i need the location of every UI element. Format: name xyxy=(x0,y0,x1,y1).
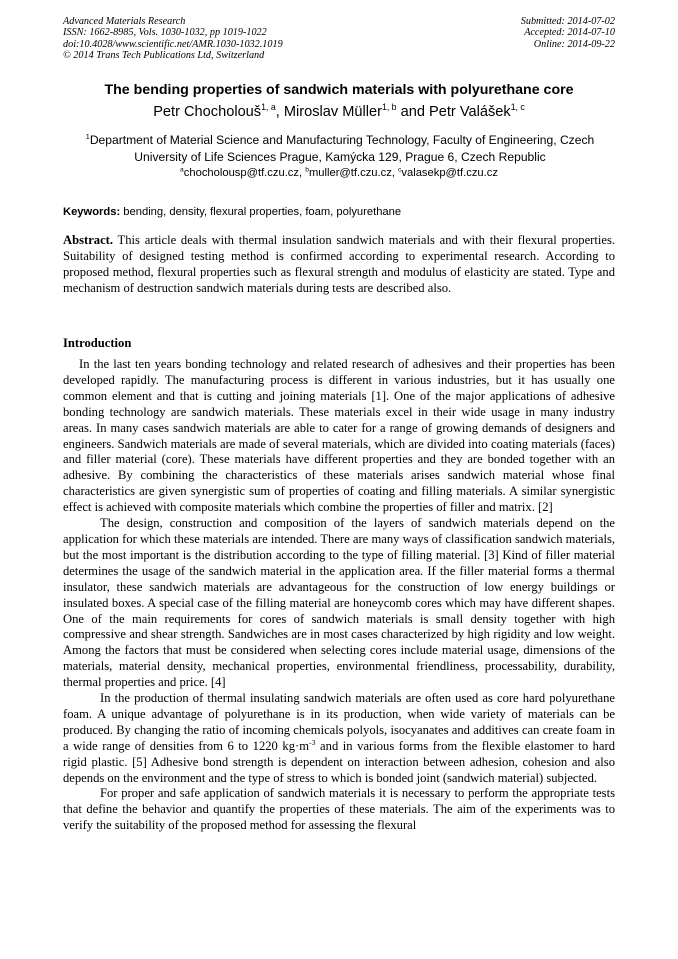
journal-header-left xyxy=(63,16,283,62)
journal-name: Advanced Materials Research xyxy=(63,16,186,27)
author-name: Petr Valášek xyxy=(429,104,511,120)
paper-title: The bending properties of sandwich materials with polyurethane core xyxy=(104,82,574,98)
online-date: Online: 2014-09-22 xyxy=(533,38,615,50)
introduction-body xyxy=(63,357,615,834)
accepted-date: Accepted: 2014-07-10 xyxy=(524,27,615,39)
abstract xyxy=(63,233,615,297)
journal-issn: ISSN: 1662-8985, Vols. 1030-1032, pp 1019-1022 xyxy=(63,27,267,39)
author-name: Petr Chocholouš xyxy=(153,104,262,120)
paragraph-3-text-a: In the production of thermal insulating sandwich materials are often used as core hard polyurethane foam. A unique advantage of polyurethane is in its production, when wide variety of materials can be produced. By changing the ratio of incoming chemicals polyols, isocyanates and additives can create foam in a wide range of densities from 6 to 1220 kg·m xyxy=(63,691,615,753)
author-separator: , xyxy=(275,104,284,120)
journal-copyright: © 2014 Trans Tech Publications Ltd, Switzerland xyxy=(63,50,265,62)
author-separator: and xyxy=(396,104,430,120)
keywords xyxy=(63,206,623,218)
paragraph-3 xyxy=(63,691,615,786)
journal-doi[interactable]: doi:10.4028/www.scientific.net/AMR.1030-1032.1019 xyxy=(63,38,283,50)
author-name: Miroslav Müller xyxy=(283,104,382,120)
paragraph-2: The design, construction and composition of the layers of sandwich materials depend on the application for which these materials are intended. There are many ways of classification sandwich materials, but the most important is the distribution according to the type of filling material. [3] Kind of filler material determines the usage of the sandwich material in the application area. If the filler material forms a thermal insulator, these sandwich materials are advantageous for the construction of low energy buildings or insulated boxes. A special case of the filling material are honeycomb cores which may have different shapes. One of the main requirements for cores of sandwich materials is small density together with high compressive and shear strength. Sandwiches are in most cases characterized by high rigidity and low weight. Among the factors that must be considered when selecting cores include material usage, dimensions of the materials, material density, mechanical properties, environmental friendliness, processability, durability, thermal properties and price. [4] xyxy=(63,516,615,690)
abstract-label: Abstract. xyxy=(63,233,114,247)
submitted-date: Submitted: 2014-07-02 xyxy=(520,16,615,27)
email-link[interactable]: muller@tf.czu.cz, xyxy=(308,167,399,179)
email-link[interactable]: chocholousp@tf.czu.cz, xyxy=(183,167,306,179)
paragraph-1: In the last ten years bonding technology and related research of adhesives and their properties has been developed rapidly. The manufacturing process is different in various industries, but it has usually one common element and that is cutting and joining materials [1]. One of the major applications of adhesive bonding technology are sandwich materials. These materials excel in their wide usage in many industry areas. In many cases sandwich materials are able to cater for a range of growing demands of designers and engineers. Sandwich materials are made of several materials, which are divided into coating materials (faces) and filler material (core). These materials have different properties and they are bonded together with an adhesive. By combining the characteristics of these materials arises sandwich material whose final characteristics are given synergistic sum of properties of coating and filling materials. A similar synergistic effect is achieved with composite materials which combine the properties of filler and matrix. [2] xyxy=(63,357,615,515)
affiliation-line-1: Department of Material Science and Manufacturing Technology, Faculty of Engineering, Czech xyxy=(89,133,595,147)
author-list xyxy=(0,104,678,120)
affiliation-line-2: University of Life Sciences Prague, Kamýcka 129, Prague 6, Czech Republic xyxy=(134,149,546,164)
abstract-text: This article deals with thermal insulation sandwich materials and with their flexural properties. Suitability of designed testing method is confirmed according to experimental research. According to proposed method, flexural properties such as flexural strength and modulus of elasticity are stated. Type and mechanism of destruction sandwich materials during tests are described also. xyxy=(63,233,615,295)
journal-header-right xyxy=(521,16,615,50)
paragraph-3-text-b: and in various forms from the flexible elastomer to hard rigid plastic. [5] Adhesive bond strength is dependent on interaction between adhesion, cohesion and also depends on the environment and the type of stress to which is bonded joint (sandwich material) subjected. xyxy=(63,738,615,785)
density-exponent: -3 xyxy=(309,737,316,747)
author-affil-marker: 1, c xyxy=(510,102,525,113)
email-marker: b xyxy=(305,166,309,174)
affiliation xyxy=(70,132,610,165)
keywords-label: Keywords: xyxy=(63,206,121,218)
section-heading-introduction: Introduction xyxy=(63,336,132,350)
keywords-text: bending, density, flexural properties, foam, polyurethane xyxy=(120,206,402,218)
affiliation-marker: 1 xyxy=(85,131,90,141)
author-emails xyxy=(0,167,678,179)
author-affil-marker: 1, a xyxy=(261,102,276,113)
paragraph-4: For proper and safe application of sandwich materials it is necessary to perform the appropriate tests that define the behavior and quantify the properties of these materials. The aim of the experiments was to verify the suitability of the proposed method for assessing the flexural xyxy=(63,786,615,833)
email-marker: c xyxy=(398,166,402,174)
email-link[interactable]: valasekp@tf.czu.cz xyxy=(401,167,498,179)
email-marker: a xyxy=(180,166,184,174)
author-affil-marker: 1, b xyxy=(381,102,397,113)
